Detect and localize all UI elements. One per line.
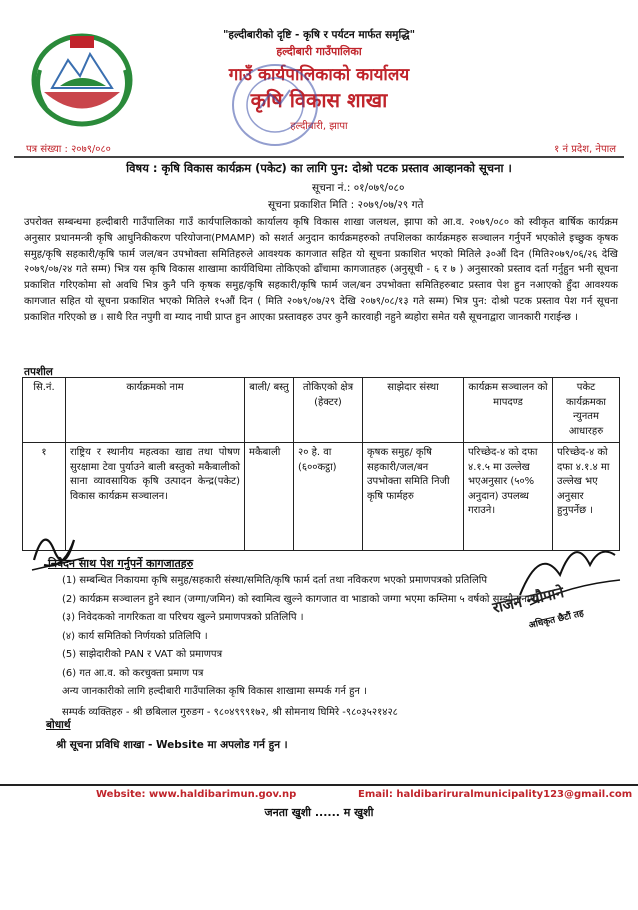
list-item: (३) निवेदकको नागरिकता वा परिचय खुल्ने प्रमाणपत्रको प्रतिलिपि ।	[62, 612, 304, 623]
col-header-area: तोकिएको क्षेत्र (हेक्टर)	[294, 378, 363, 443]
cell-sn: १	[23, 443, 66, 551]
website-link[interactable]: Website: www.haldibarimun.gov.np	[96, 789, 297, 800]
initial-signature	[24, 520, 94, 580]
col-header-basis: पकेट कार्यक्रमका न्युनतम आधारहरु	[553, 378, 620, 443]
cell-area: २० हे. वा (६००कट्ठा)	[294, 443, 363, 551]
publication-date: सूचना प्रकाशित मिति : २०७९/०७/२९ गते	[268, 199, 424, 211]
notice-number: सूचना नं.: ०१/०७९/०८०	[312, 182, 405, 194]
footer-slogan: जनता खुशी ...... म खुशी	[264, 806, 374, 819]
header-divider	[14, 156, 624, 158]
office-stamp	[200, 60, 350, 150]
cc-info-line: श्री सूचना प्रविधि शाखा - Website मा अपलोड गर्न हुन ।	[56, 739, 288, 751]
contact-persons: सम्पर्क व्यक्तिहरु - श्री छबिलाल गुरुङग - ९८०४९९९१७२, श्री सोमनाथ घिमिरे -९८०३५२१४२८	[62, 707, 398, 718]
officer-title: अधिकृत छैटौं तह	[527, 608, 585, 632]
header-motto: "हल्दीबारीको दृष्टि - कृषि र पर्यटन मार्फत समृद्धि"	[222, 29, 416, 41]
col-header-partner: साझेदार संस्था	[363, 378, 464, 443]
col-header-criteria: कार्यक्रम सञ्चालन को मापदण्ड	[464, 378, 553, 443]
cell-basis: परिच्छेद-४ को दफा ४.१.४ मा उल्लेख भए अनुसार हुनुपर्नेछ ।	[553, 443, 620, 551]
list-item: (४) कार्य समितिको निर्णयको प्रतिलिपि ।	[62, 630, 208, 642]
notice-subject: विषय : कृषि विकास कार्यक्रम (पकेट) का लागि पुन: दोश्रो पटक प्रस्ताव आव्हानको सूचना ।	[126, 161, 512, 175]
col-header-crop: बाली/ बस्तु	[245, 378, 294, 443]
cell-partner: कृषक समुह/ कृषि सहकारी/जल/बन उपभोक्ता समिति निजी कृषि फार्महरु	[363, 443, 464, 551]
list-item: (1) सम्बन्धित निकायमा कृषि समुह/सहकारी संस्था/समिति/कृषि फार्म दर्ता तथा नविकरण भएको प्रमाणपत्रको प्रतिलिपि	[62, 575, 488, 586]
list-item: (6) गत आ.व. को करचुक्ता प्रमाण पत्र	[62, 667, 204, 679]
col-header-sn: सि.नं.	[23, 378, 66, 443]
cell-crop: मकैबाली	[245, 443, 294, 551]
documents-list	[62, 572, 538, 702]
table-header-row	[23, 378, 620, 443]
municipality-name: हल्दीबारी गाउँपालिका	[276, 45, 362, 58]
cell-criteria: परिच्छेद-४ को दफा ४.१.५ मा उल्लेख भएअनुसार (५०% अनुदान) उपलब्ध गराउने।	[464, 443, 553, 551]
province-label: १ नं प्रदेश, नेपाल	[554, 144, 616, 155]
details-heading: तपशील	[24, 366, 53, 378]
notice-body: उपरोक्त सम्बन्धमा हल्दीबारी गाउँपालिका गाउँ कार्यपालिकाको कार्यालय कृषि विकास शाखा जलथल, झापा को आ.व. २०७९/०८० को स्वीकृत बार्षिक कार्यक्रम अनुसार प्रधानमन्त्री कृषि आधुनिकीकरण परियोजना(PMAMP) को सशर्त अनुदान कार्यक्रमहरुको तपशिलका कार्यक्रमहरु सञ्चालन गर्नुपर्ने भएकोले इच्छुक कृषक समुह/कृषि सहकारी/कृषि फार्म जल/बन उपभोक्ता समितिहरुले आवश्यक कागजात सहित यो सूचना प्रकाशित भएको मितिले ३०औं दिन (मिति२०७९/०६/२६ देखि २०७९/०७/२४ गते सम्म) भित्र यस कृषि विकास शाखामा कार्यविधिमा तोकिएको ढाँचामा कागजातहरु (अनुसूची - ६ र ७ ) अनुसारको प्रस्ताव दर्ता गर्नुहुन भनी सूचना प्रकाशित गरिएकोमा सो अवधि भित्र कुनै पनि कृषक समुह/कृषि सहकारी/कृषि फार्म जल/बन उपभोक्ता समितिहरुबाट प्रस्ताव पेश हुन नआएको हुँदा आवश्यक कागजात सहित यो सूचना प्रकाशित भएको मितिले १५औं दिन ( मिति २०७९/०७/२९ देखि २०७९/०८/१३ गते सम्म) भित्र पुन: दोश्रो पटक प्रस्ताव पेश गर्न सूचना प्रकाशित गरिएको छ । साथै रित नपुगी वा म्याद नाघी प्राप्त हुन आएका प्रस्तावहरु उपर कुनै कारवाही नहुने ब्यहोरा समेत यसै सूचनाद्वारा जानकारी गराईन्छ ।	[24, 217, 618, 323]
branch-name: कृषि विकास शाखा	[250, 88, 388, 112]
cc-heading: बोधार्थ	[46, 719, 71, 731]
footer-divider	[0, 784, 638, 786]
col-header-program-name: कार्यक्रमको नाम	[66, 378, 245, 443]
list-item: अन्य जानकारीको लागि हल्दीबारी गाउँपालिका कृषि विकास शाखामा सम्पर्क गर्न हुन ।	[62, 686, 367, 697]
address: हल्दीबारी, झापा	[290, 121, 348, 132]
list-item: (2) कार्यक्रम सञ्चालन हुने स्थान (जग्गा/जमिन) को स्वामित्व खुल्ने कागजात वा भाडाको जग्गा भएमा कम्तिमा ५ वर्षको सम्झौतानामा	[62, 593, 539, 605]
letter-reference-number: पत्र संख्या : २०७९/०८०	[26, 144, 111, 155]
cell-program-name: राष्ट्रिय र स्थानीय महत्वका खाद्य तथा पोषण सुरक्षामा टेवा पुर्याउने बाली बस्तुको मकैबालीको साना व्यावसायिक कृषि उत्पादन केन्द्र(पकेट) विकास कार्यक्रम सञ्चालन।	[66, 443, 245, 551]
email-link[interactable]: Email: haldibariruralmunicipality123@gmail.com	[358, 789, 633, 800]
list-item: (5) साझेदारीको PAN र VAT को प्रमाणपत्र	[62, 649, 223, 660]
documents-heading: निवेदन साथ पेश गर्नुपर्ने कागजातहरु	[48, 557, 194, 570]
office-name: गाउँ कार्यपालिकाको कार्यालय	[228, 65, 410, 85]
officer-name: राजन न्यौपाने	[490, 583, 566, 617]
